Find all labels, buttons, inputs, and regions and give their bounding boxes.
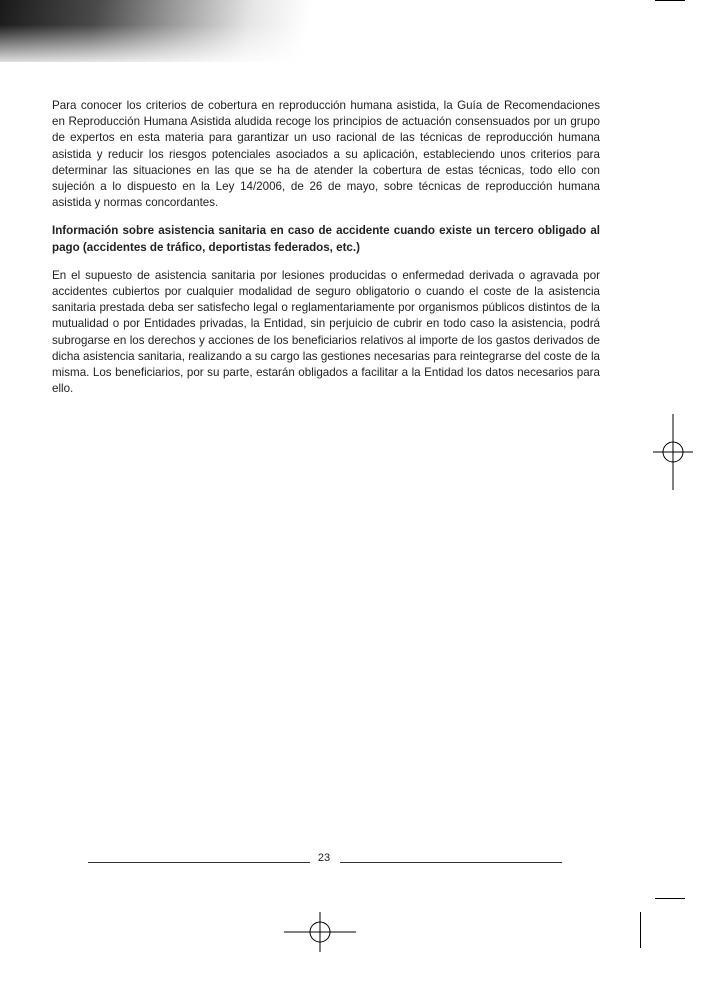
page-number: 23 [317,852,331,864]
footer-rule-right [340,862,562,863]
paragraph-accident-assistance: En el supuesto de asistencia sanitaria por lesiones producidas o enfermedad derivada o agravada por accidentes cubiertos por cualquier modalidad de seguro obligatorio o cuando el coste de la asistencia sanitaria prestada deba ser satisfecho legal o reglamentariamente por organismos públicos distintos de la mutualidad o por Entidades privadas, la Entidad, sin perjuicio de cubrir en todo caso la asistencia, podrá subrogarse en los derechos y acciones de los beneficiarios relativos al importe de los gastos derivados de dicha asistencia sanitaria, realizando a su cargo las gestiones necesarias para reintegrarse del coste de la misma. Los beneficiarios, por su parte, estarán obligados a facilitar a la Entidad los datos necesarios para ello. [52,268,600,396]
crop-mark-bottom-right-horizontal [655,898,685,899]
crosshair-circle-icon [653,414,693,490]
header-gradient-band [0,0,380,62]
body-text [52,98,600,409]
footer-rule-left [88,862,310,863]
paragraph-coverage-criteria: Para conocer los criterios de cobertura en reproducción humana asistida, la Guía de Recomendaciones en Reproducción Humana Asistida aludida recoge los principios de actuación consensuados por un grupo de expertos en esta materia para garantizar un uso racional de las técnicas de reproducción humana asistida y reducir los riesgos potenciales asociados a su aplicación, estableciendo unos criterios para determinar las situaciones en las que se ha de atender la cobertura de estas técnicas, todo ello con sujeción a lo dispuesto en la Ley 14/2006, de 26 de mayo, sobre técnicas de reproducción humana asistida y normas concordantes. [52,99,600,210]
crop-mark-bottom-right-vertical [640,912,641,948]
crosshair-circle-icon [284,912,356,952]
crop-mark-top-right [655,0,685,1]
section-heading-accident-assistance: Información sobre asistencia sanitaria en caso de accidente cuando existe un tercero obligado al pago (accidentes de tráfico, deportistas federados, etc.) [52,224,600,254]
